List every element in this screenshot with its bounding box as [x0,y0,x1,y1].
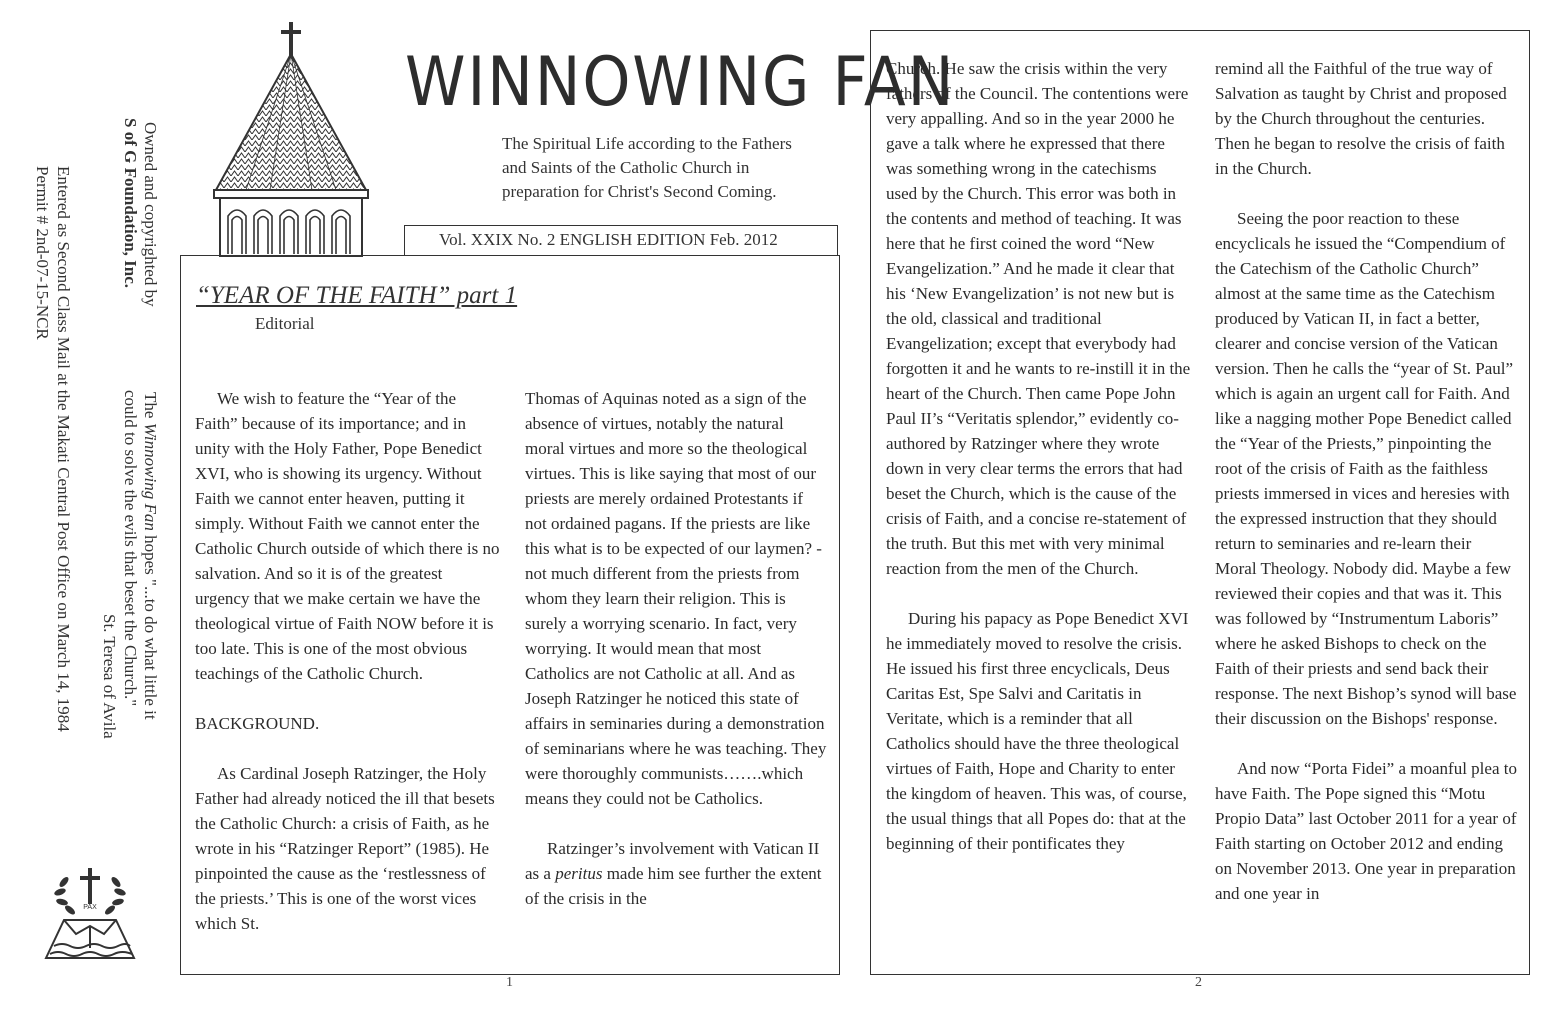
peritus-term: peritus [555,864,603,883]
motto-publication-title: Winnowing Fan [141,422,160,531]
page-number-left: 1 [506,975,513,990]
church-steeple-illustration [210,20,372,258]
section-heading-background: BACKGROUND. [195,714,320,733]
paragraph: As Cardinal Joseph Ratzinger, the Holy Father had already noticed the ill that besets the Catholic Church: a crisis of Faith, as he wrote in his “Ratzinger Report” (1985). He pinpointed the cause as the ‘restlessness of the priests.’ This is one of the worst vices which St. [195,764,495,933]
motto-attribution: St. Teresa of Avila [100,614,119,739]
tagline-line: The Spiritual Life according to the Fathers [502,134,792,153]
tagline-line: and Saints of the Catholic Church in [502,158,750,177]
article-headline: “YEAR OF THE FAITH” part 1 [196,282,518,309]
article-column-1 [195,386,500,936]
article-column-4 [1215,56,1517,906]
paragraph: Seeing the poor reaction to these encyclicals he issued the “Compendium of the Catechism of the Catholic Church” almost at the same time as the Catechism produced by Vatican II, in fact a better, clearer and concise version of the Vatican version. Then he calls the “year of St. Paul” which is again an urgent call for Faith. And like a nagging mother Pope Benedict called the “Year of the Priests,” pinpointing the root of the crisis of Faith as the faithless priests immersed in vices and heresies with the expressed instruction that they should return to seminaries and re-learn their Moral Theology. Nobody did. Maybe a few reviewed their copies and that was it. This was followed by “Instrumentum Laboris” where he asked Bishops to check on the Faith of their priests and send back their response. The next Bishop’s synod will base their discussion on the Bishops' response. [1215,209,1517,728]
paragraph: Thomas of Aquinas noted as a sign of the absence of virtues, notably the natural moral virtues and more so the theological virtues. This is like saying that most of our priests are merely ordained Protestants if not ordained pagans. If the priests are like this what is to be expected of our laymen? - not much different from the priests from whom they learn their religion. This is surely a worrying scenario. In fact, very worrying. It would mean that most Catholics are not Catholic at all. And as Joseph Ratzinger he noticed this state of affairs in seminaries during a demonstration of seminarians where he was teaching. They were thoroughly communists…….which means they could not be Catholics. [525,389,827,808]
mail-entry-line: Entered as Second Class Mail at the Makati Central Post Office on March 14, 1984 [54,166,73,732]
article-byline: Editorial [255,314,315,333]
article-column-2 [525,386,827,911]
masthead-tagline [502,132,792,204]
motto-quote-line-1: The Winnowing Fan hopes "...to do what little it [141,392,160,720]
volume-info: Vol. XXIX No. 2 ENGLISH EDITION Feb. 2012 [439,230,778,249]
paragraph: We wish to feature the “Year of the Faith” because of its importance; and in unity with the Holy Father, Pope Benedict XVI, who is showing its urgency. Without Faith we cannot enter heaven, putting it simply. Without Faith we cannot enter the Catholic Church outside of which there is no salvation. And so it is of the greatest urgency that we make certain we have the theological virtue of Faith NOW before it is too late. This is one of the most obvious teachings of the Catholic Church. [195,389,500,683]
copyright-line-2: S of G Foundation, Inc. [121,118,140,289]
paragraph: And now “Porta Fidei” a moanful plea to have Faith. The Pope signed this “Motu Propio Data” last October 2011 for a year of Faith starting on October 2012 and ending on November 2013. One year in preparation and one year in [1215,759,1517,903]
paragraph: During his papacy as Pope Benedict XVI he immediately moved to resolve the crisis. He issued his first three encyclicals, Deus Caritas Est, Spe Salvi and Caritatis in Veritate, which is a reminder that all Catholics should have the three theological virtues of Faith, Hope and Charity to enter the kingdom of heaven. This was, of course, the usual things that all Popes do: that at the beginning of their pontificates they [886,609,1189,853]
motto-quote-line-2: could to solve the evils that beset the Church." [121,390,140,707]
volume-box [404,225,838,255]
article-column-3 [886,56,1191,856]
copyright-line-1: Owned and copyrighted by [141,122,160,307]
paragraph: Church. He saw the crisis within the very fathers of the Council. The contentions were very appalling. And so in the year 2000 he gave a talk where he expressed that there was something wrong in the catechisms used by the Church. This error was both in the contents and method of teaching. It was here that he first coined the word “New Evangelization.” And he made it clear that his ‘New Evangelization’ is not new but is the old, classical and traditional Evangelization; except that everybody had forgotten it and he wants to re-instill it in the heart of the Church. Then came Pope John Paul II’s “Veritatis splendor,” evidently co-authored by Ratzinger where they wrote down in very clear terms the errors that had beset the Church, which is the cause of the crisis of Faith, and a concise re-statement of the truth. But this met with very minimal reaction from the men of the Church. [886,59,1191,578]
tagline-line: preparation for Christ's Second Coming. [502,182,777,201]
permit-line: Permit # 2nd-07-15-NCR [33,166,52,340]
paragraph: remind all the Faithful of the true way of Salvation as taught by Christ and proposed by the Church throughout the centuries. Then he began to resolve the crisis of faith in the Church. [1215,59,1507,178]
pax-logo-text: PAX [83,904,97,911]
masthead-title: WINNOWING FAN [405,43,956,122]
page-number-right: 2 [1195,975,1202,990]
pax-logo [42,862,138,968]
paragraph: Ratzinger’s involvement with Vatican II as a peritus made him see further the extent of the crisis in the [525,839,822,908]
